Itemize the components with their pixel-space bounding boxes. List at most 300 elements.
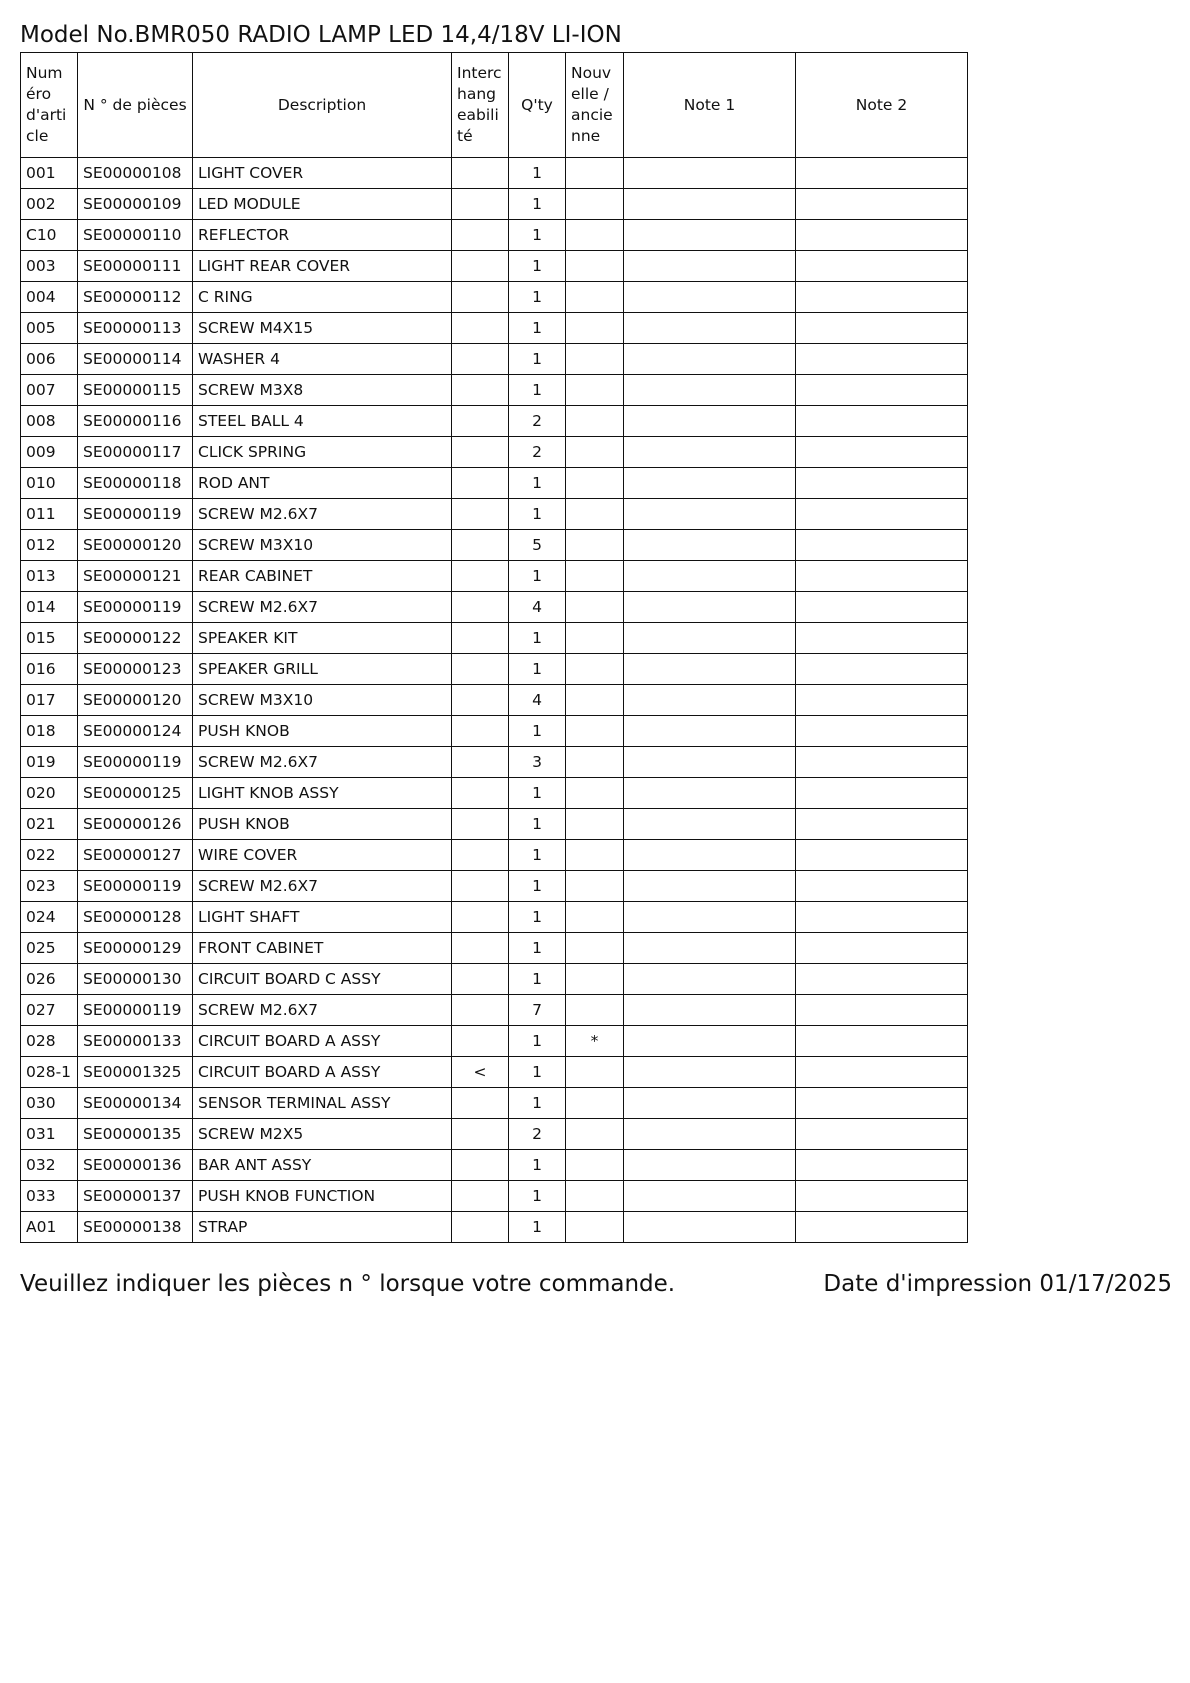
- cell-interchangeability: [452, 1026, 509, 1057]
- cell-new-old: [566, 716, 624, 747]
- cell-description: SCREW M2.6X7: [193, 592, 452, 623]
- cell-new-old: *: [566, 1026, 624, 1057]
- cell-part-number: SE00000119: [78, 871, 193, 902]
- cell-description: SPEAKER GRILL: [193, 654, 452, 685]
- cell-quantity: 1: [509, 654, 566, 685]
- table-row: [21, 530, 968, 561]
- cell-interchangeability: [452, 747, 509, 778]
- table-row: [21, 685, 968, 716]
- table-row: [21, 468, 968, 499]
- cell-part-number: SE00000108: [78, 158, 193, 189]
- table-row: [21, 1212, 968, 1243]
- cell-item-number: 007: [21, 375, 78, 406]
- cell-description: CLICK SPRING: [193, 437, 452, 468]
- header-quantity: Q'ty: [509, 53, 566, 158]
- header-note-1: Note 1: [624, 53, 796, 158]
- cell-part-number: SE00000136: [78, 1150, 193, 1181]
- cell-note-1: [624, 375, 796, 406]
- cell-note-2: [796, 1181, 968, 1212]
- cell-part-number: SE00000126: [78, 809, 193, 840]
- cell-quantity: 1: [509, 561, 566, 592]
- table-row: [21, 406, 968, 437]
- table-row: [21, 282, 968, 313]
- cell-interchangeability: [452, 530, 509, 561]
- cell-new-old: [566, 1088, 624, 1119]
- table-row: [21, 592, 968, 623]
- cell-quantity: 1: [509, 1212, 566, 1243]
- cell-note-1: [624, 437, 796, 468]
- cell-new-old: [566, 964, 624, 995]
- cell-new-old: [566, 499, 624, 530]
- cell-note-1: [624, 158, 796, 189]
- cell-note-1: [624, 840, 796, 871]
- cell-quantity: 1: [509, 189, 566, 220]
- cell-description: WASHER 4: [193, 344, 452, 375]
- cell-item-number: 026: [21, 964, 78, 995]
- cell-note-2: [796, 189, 968, 220]
- table-row: [21, 933, 968, 964]
- cell-note-2: [796, 592, 968, 623]
- cell-note-2: [796, 468, 968, 499]
- table-row: [21, 902, 968, 933]
- cell-item-number: 032: [21, 1150, 78, 1181]
- cell-note-2: [796, 871, 968, 902]
- cell-note-2: [796, 902, 968, 933]
- cell-part-number: SE00000134: [78, 1088, 193, 1119]
- cell-note-1: [624, 685, 796, 716]
- cell-note-2: [796, 964, 968, 995]
- cell-item-number: 027: [21, 995, 78, 1026]
- cell-quantity: 1: [509, 1088, 566, 1119]
- cell-note-1: [624, 995, 796, 1026]
- cell-quantity: 1: [509, 251, 566, 282]
- cell-description: FRONT CABINET: [193, 933, 452, 964]
- cell-quantity: 1: [509, 282, 566, 313]
- cell-item-number: 031: [21, 1119, 78, 1150]
- cell-description: CIRCUIT BOARD A ASSY: [193, 1026, 452, 1057]
- cell-new-old: [566, 530, 624, 561]
- cell-note-2: [796, 158, 968, 189]
- cell-item-number: 010: [21, 468, 78, 499]
- cell-item-number: 028-1: [21, 1057, 78, 1088]
- cell-new-old: [566, 251, 624, 282]
- cell-interchangeability: [452, 778, 509, 809]
- cell-note-2: [796, 654, 968, 685]
- cell-note-2: [796, 1119, 968, 1150]
- cell-quantity: 1: [509, 964, 566, 995]
- cell-new-old: [566, 778, 624, 809]
- cell-note-2: [796, 375, 968, 406]
- cell-description: SCREW M2.6X7: [193, 747, 452, 778]
- cell-quantity: 1: [509, 623, 566, 654]
- cell-note-1: [624, 1119, 796, 1150]
- cell-part-number: SE00000122: [78, 623, 193, 654]
- table-row: [21, 375, 968, 406]
- cell-new-old: [566, 561, 624, 592]
- cell-quantity: 1: [509, 902, 566, 933]
- cell-item-number: 012: [21, 530, 78, 561]
- cell-interchangeability: [452, 1212, 509, 1243]
- cell-item-number: 002: [21, 189, 78, 220]
- cell-note-2: [796, 282, 968, 313]
- cell-item-number: 017: [21, 685, 78, 716]
- cell-note-1: [624, 530, 796, 561]
- cell-part-number: SE00000113: [78, 313, 193, 344]
- cell-quantity: 5: [509, 530, 566, 561]
- cell-new-old: [566, 1181, 624, 1212]
- cell-note-1: [624, 747, 796, 778]
- cell-description: SCREW M2.6X7: [193, 995, 452, 1026]
- cell-description: SENSOR TERMINAL ASSY: [193, 1088, 452, 1119]
- table-row: [21, 995, 968, 1026]
- cell-new-old: [566, 344, 624, 375]
- cell-new-old: [566, 592, 624, 623]
- cell-item-number: 019: [21, 747, 78, 778]
- cell-note-1: [624, 902, 796, 933]
- cell-new-old: [566, 282, 624, 313]
- cell-description: SCREW M3X8: [193, 375, 452, 406]
- cell-description: PUSH KNOB: [193, 809, 452, 840]
- table-row: [21, 871, 968, 902]
- cell-new-old: [566, 220, 624, 251]
- cell-part-number: SE00001325: [78, 1057, 193, 1088]
- cell-quantity: 1: [509, 468, 566, 499]
- cell-interchangeability: [452, 1119, 509, 1150]
- cell-description: REFLECTOR: [193, 220, 452, 251]
- cell-interchangeability: [452, 375, 509, 406]
- table-row: [21, 840, 968, 871]
- cell-part-number: SE00000116: [78, 406, 193, 437]
- cell-interchangeability: [452, 1088, 509, 1119]
- cell-part-number: SE00000127: [78, 840, 193, 871]
- cell-part-number: SE00000138: [78, 1212, 193, 1243]
- cell-item-number: 018: [21, 716, 78, 747]
- cell-note-2: [796, 685, 968, 716]
- cell-interchangeability: <: [452, 1057, 509, 1088]
- cell-new-old: [566, 1212, 624, 1243]
- cell-new-old: [566, 995, 624, 1026]
- cell-quantity: 2: [509, 437, 566, 468]
- cell-quantity: 1: [509, 313, 566, 344]
- header-note-2: Note 2: [796, 53, 968, 158]
- cell-item-number: 016: [21, 654, 78, 685]
- cell-quantity: 1: [509, 778, 566, 809]
- cell-part-number: SE00000121: [78, 561, 193, 592]
- cell-note-2: [796, 1026, 968, 1057]
- cell-part-number: SE00000115: [78, 375, 193, 406]
- cell-new-old: [566, 406, 624, 437]
- table-row: [21, 1181, 968, 1212]
- cell-quantity: 1: [509, 871, 566, 902]
- cell-note-1: [624, 1088, 796, 1119]
- cell-part-number: SE00000123: [78, 654, 193, 685]
- cell-new-old: [566, 437, 624, 468]
- cell-part-number: SE00000112: [78, 282, 193, 313]
- cell-item-number: C10: [21, 220, 78, 251]
- cell-quantity: 1: [509, 933, 566, 964]
- cell-quantity: 1: [509, 1181, 566, 1212]
- cell-quantity: 4: [509, 685, 566, 716]
- cell-note-1: [624, 1057, 796, 1088]
- cell-item-number: 009: [21, 437, 78, 468]
- cell-new-old: [566, 189, 624, 220]
- cell-interchangeability: [452, 654, 509, 685]
- cell-note-2: [796, 251, 968, 282]
- cell-new-old: [566, 313, 624, 344]
- cell-interchangeability: [452, 809, 509, 840]
- cell-item-number: 022: [21, 840, 78, 871]
- cell-part-number: SE00000117: [78, 437, 193, 468]
- cell-interchangeability: [452, 344, 509, 375]
- cell-interchangeability: [452, 220, 509, 251]
- cell-note-1: [624, 499, 796, 530]
- cell-interchangeability: [452, 251, 509, 282]
- cell-note-2: [796, 1150, 968, 1181]
- cell-note-2: [796, 809, 968, 840]
- cell-note-2: [796, 623, 968, 654]
- cell-quantity: 3: [509, 747, 566, 778]
- table-row: [21, 809, 968, 840]
- cell-note-2: [796, 220, 968, 251]
- cell-item-number: 008: [21, 406, 78, 437]
- cell-note-2: [796, 437, 968, 468]
- cell-description: SCREW M3X10: [193, 685, 452, 716]
- cell-note-2: [796, 716, 968, 747]
- table-row: [21, 344, 968, 375]
- cell-part-number: SE00000111: [78, 251, 193, 282]
- table-row: [21, 623, 968, 654]
- cell-description: C RING: [193, 282, 452, 313]
- cell-new-old: [566, 933, 624, 964]
- table-row: [21, 747, 968, 778]
- cell-item-number: 001: [21, 158, 78, 189]
- cell-description: LIGHT SHAFT: [193, 902, 452, 933]
- cell-interchangeability: [452, 623, 509, 654]
- table-row: [21, 1088, 968, 1119]
- cell-quantity: 1: [509, 840, 566, 871]
- cell-part-number: SE00000125: [78, 778, 193, 809]
- cell-note-2: [796, 1212, 968, 1243]
- cell-item-number: 030: [21, 1088, 78, 1119]
- cell-description: LIGHT COVER: [193, 158, 452, 189]
- cell-description: LIGHT KNOB ASSY: [193, 778, 452, 809]
- table-row: [21, 189, 968, 220]
- cell-part-number: SE00000129: [78, 933, 193, 964]
- cell-interchangeability: [452, 995, 509, 1026]
- cell-note-1: [624, 592, 796, 623]
- order-instruction: Veuillez indiquer les pièces n ° lorsque votre commande.: [20, 1271, 676, 1297]
- cell-part-number: SE00000110: [78, 220, 193, 251]
- cell-description: SCREW M2.6X7: [193, 499, 452, 530]
- cell-note-1: [624, 1150, 796, 1181]
- cell-item-number: 033: [21, 1181, 78, 1212]
- cell-item-number: 015: [21, 623, 78, 654]
- header-interchangeability: Interchangeabilité: [452, 53, 509, 158]
- cell-note-1: [624, 1181, 796, 1212]
- cell-new-old: [566, 685, 624, 716]
- header-item-number: Numéro d'article: [21, 53, 78, 158]
- cell-note-1: [624, 189, 796, 220]
- table-row: [21, 220, 968, 251]
- cell-quantity: 1: [509, 375, 566, 406]
- cell-description: SCREW M4X15: [193, 313, 452, 344]
- cell-description: STRAP: [193, 1212, 452, 1243]
- cell-description: PUSH KNOB: [193, 716, 452, 747]
- cell-quantity: 4: [509, 592, 566, 623]
- cell-quantity: 1: [509, 716, 566, 747]
- cell-item-number: 020: [21, 778, 78, 809]
- cell-note-1: [624, 406, 796, 437]
- cell-description: REAR CABINET: [193, 561, 452, 592]
- cell-interchangeability: [452, 313, 509, 344]
- cell-interchangeability: [452, 189, 509, 220]
- cell-part-number: SE00000137: [78, 1181, 193, 1212]
- cell-new-old: [566, 654, 624, 685]
- table-row: [21, 1119, 968, 1150]
- header-part-number: N ° de pièces: [78, 53, 193, 158]
- cell-new-old: [566, 840, 624, 871]
- cell-part-number: SE00000119: [78, 592, 193, 623]
- table-row: [21, 1026, 968, 1057]
- cell-item-number: 014: [21, 592, 78, 623]
- cell-note-2: [796, 344, 968, 375]
- cell-new-old: [566, 158, 624, 189]
- cell-item-number: 024: [21, 902, 78, 933]
- table-row: [21, 778, 968, 809]
- cell-new-old: [566, 623, 624, 654]
- cell-item-number: 005: [21, 313, 78, 344]
- cell-quantity: 2: [509, 1119, 566, 1150]
- table-header-row: [21, 53, 968, 158]
- cell-item-number: 003: [21, 251, 78, 282]
- cell-interchangeability: [452, 840, 509, 871]
- cell-note-2: [796, 995, 968, 1026]
- cell-interchangeability: [452, 282, 509, 313]
- cell-interchangeability: [452, 1150, 509, 1181]
- cell-note-2: [796, 1088, 968, 1119]
- cell-note-1: [624, 654, 796, 685]
- cell-note-1: [624, 313, 796, 344]
- cell-interchangeability: [452, 592, 509, 623]
- cell-interchangeability: [452, 158, 509, 189]
- cell-note-1: [624, 282, 796, 313]
- table-row: [21, 499, 968, 530]
- cell-description: PUSH KNOB FUNCTION: [193, 1181, 452, 1212]
- cell-interchangeability: [452, 902, 509, 933]
- cell-part-number: SE00000114: [78, 344, 193, 375]
- cell-part-number: SE00000133: [78, 1026, 193, 1057]
- cell-part-number: SE00000109: [78, 189, 193, 220]
- cell-note-1: [624, 933, 796, 964]
- cell-quantity: 1: [509, 1150, 566, 1181]
- table-row: [21, 158, 968, 189]
- cell-interchangeability: [452, 871, 509, 902]
- cell-quantity: 7: [509, 995, 566, 1026]
- cell-new-old: [566, 1119, 624, 1150]
- cell-new-old: [566, 809, 624, 840]
- cell-note-1: [624, 561, 796, 592]
- cell-quantity: 1: [509, 220, 566, 251]
- cell-quantity: 1: [509, 499, 566, 530]
- cell-note-1: [624, 964, 796, 995]
- cell-part-number: SE00000119: [78, 499, 193, 530]
- cell-new-old: [566, 1150, 624, 1181]
- cell-interchangeability: [452, 406, 509, 437]
- cell-note-2: [796, 1057, 968, 1088]
- cell-quantity: 2: [509, 406, 566, 437]
- cell-description: BAR ANT ASSY: [193, 1150, 452, 1181]
- cell-quantity: 1: [509, 344, 566, 375]
- cell-item-number: 023: [21, 871, 78, 902]
- cell-part-number: SE00000130: [78, 964, 193, 995]
- cell-note-2: [796, 313, 968, 344]
- document-title: Model No.BMR050 RADIO LAMP LED 14,4/18V LI-ION: [20, 22, 622, 48]
- cell-note-2: [796, 499, 968, 530]
- table-row: [21, 964, 968, 995]
- cell-part-number: SE00000118: [78, 468, 193, 499]
- cell-note-1: [624, 1026, 796, 1057]
- cell-description: WIRE COVER: [193, 840, 452, 871]
- cell-description: CIRCUIT BOARD A ASSY: [193, 1057, 452, 1088]
- cell-part-number: SE00000120: [78, 685, 193, 716]
- cell-new-old: [566, 1057, 624, 1088]
- table-row: [21, 251, 968, 282]
- cell-description: LED MODULE: [193, 189, 452, 220]
- cell-note-2: [796, 406, 968, 437]
- cell-part-number: SE00000128: [78, 902, 193, 933]
- cell-description: CIRCUIT BOARD C ASSY: [193, 964, 452, 995]
- cell-note-1: [624, 871, 796, 902]
- cell-note-1: [624, 778, 796, 809]
- cell-interchangeability: [452, 1181, 509, 1212]
- cell-new-old: [566, 747, 624, 778]
- table-row: [21, 561, 968, 592]
- cell-note-1: [624, 344, 796, 375]
- cell-note-2: [796, 933, 968, 964]
- header-description: Description: [193, 53, 452, 158]
- cell-interchangeability: [452, 499, 509, 530]
- cell-interchangeability: [452, 685, 509, 716]
- cell-quantity: 1: [509, 809, 566, 840]
- cell-description: SCREW M2.6X7: [193, 871, 452, 902]
- cell-description: ROD ANT: [193, 468, 452, 499]
- parts-table-body: [21, 158, 968, 1243]
- cell-part-number: SE00000119: [78, 995, 193, 1026]
- cell-note-1: [624, 251, 796, 282]
- cell-new-old: [566, 375, 624, 406]
- cell-item-number: 025: [21, 933, 78, 964]
- cell-description: SPEAKER KIT: [193, 623, 452, 654]
- cell-quantity: 1: [509, 1057, 566, 1088]
- cell-description: LIGHT REAR COVER: [193, 251, 452, 282]
- cell-item-number: 011: [21, 499, 78, 530]
- cell-interchangeability: [452, 468, 509, 499]
- cell-note-2: [796, 530, 968, 561]
- cell-quantity: 1: [509, 158, 566, 189]
- cell-description: SCREW M3X10: [193, 530, 452, 561]
- cell-part-number: SE00000124: [78, 716, 193, 747]
- cell-note-1: [624, 623, 796, 654]
- cell-new-old: [566, 902, 624, 933]
- cell-new-old: [566, 871, 624, 902]
- header-new-old: Nouvelle / ancienne: [566, 53, 624, 158]
- cell-quantity: 1: [509, 1026, 566, 1057]
- cell-item-number: 021: [21, 809, 78, 840]
- cell-item-number: 013: [21, 561, 78, 592]
- cell-description: STEEL BALL 4: [193, 406, 452, 437]
- cell-item-number: 028: [21, 1026, 78, 1057]
- table-row: [21, 716, 968, 747]
